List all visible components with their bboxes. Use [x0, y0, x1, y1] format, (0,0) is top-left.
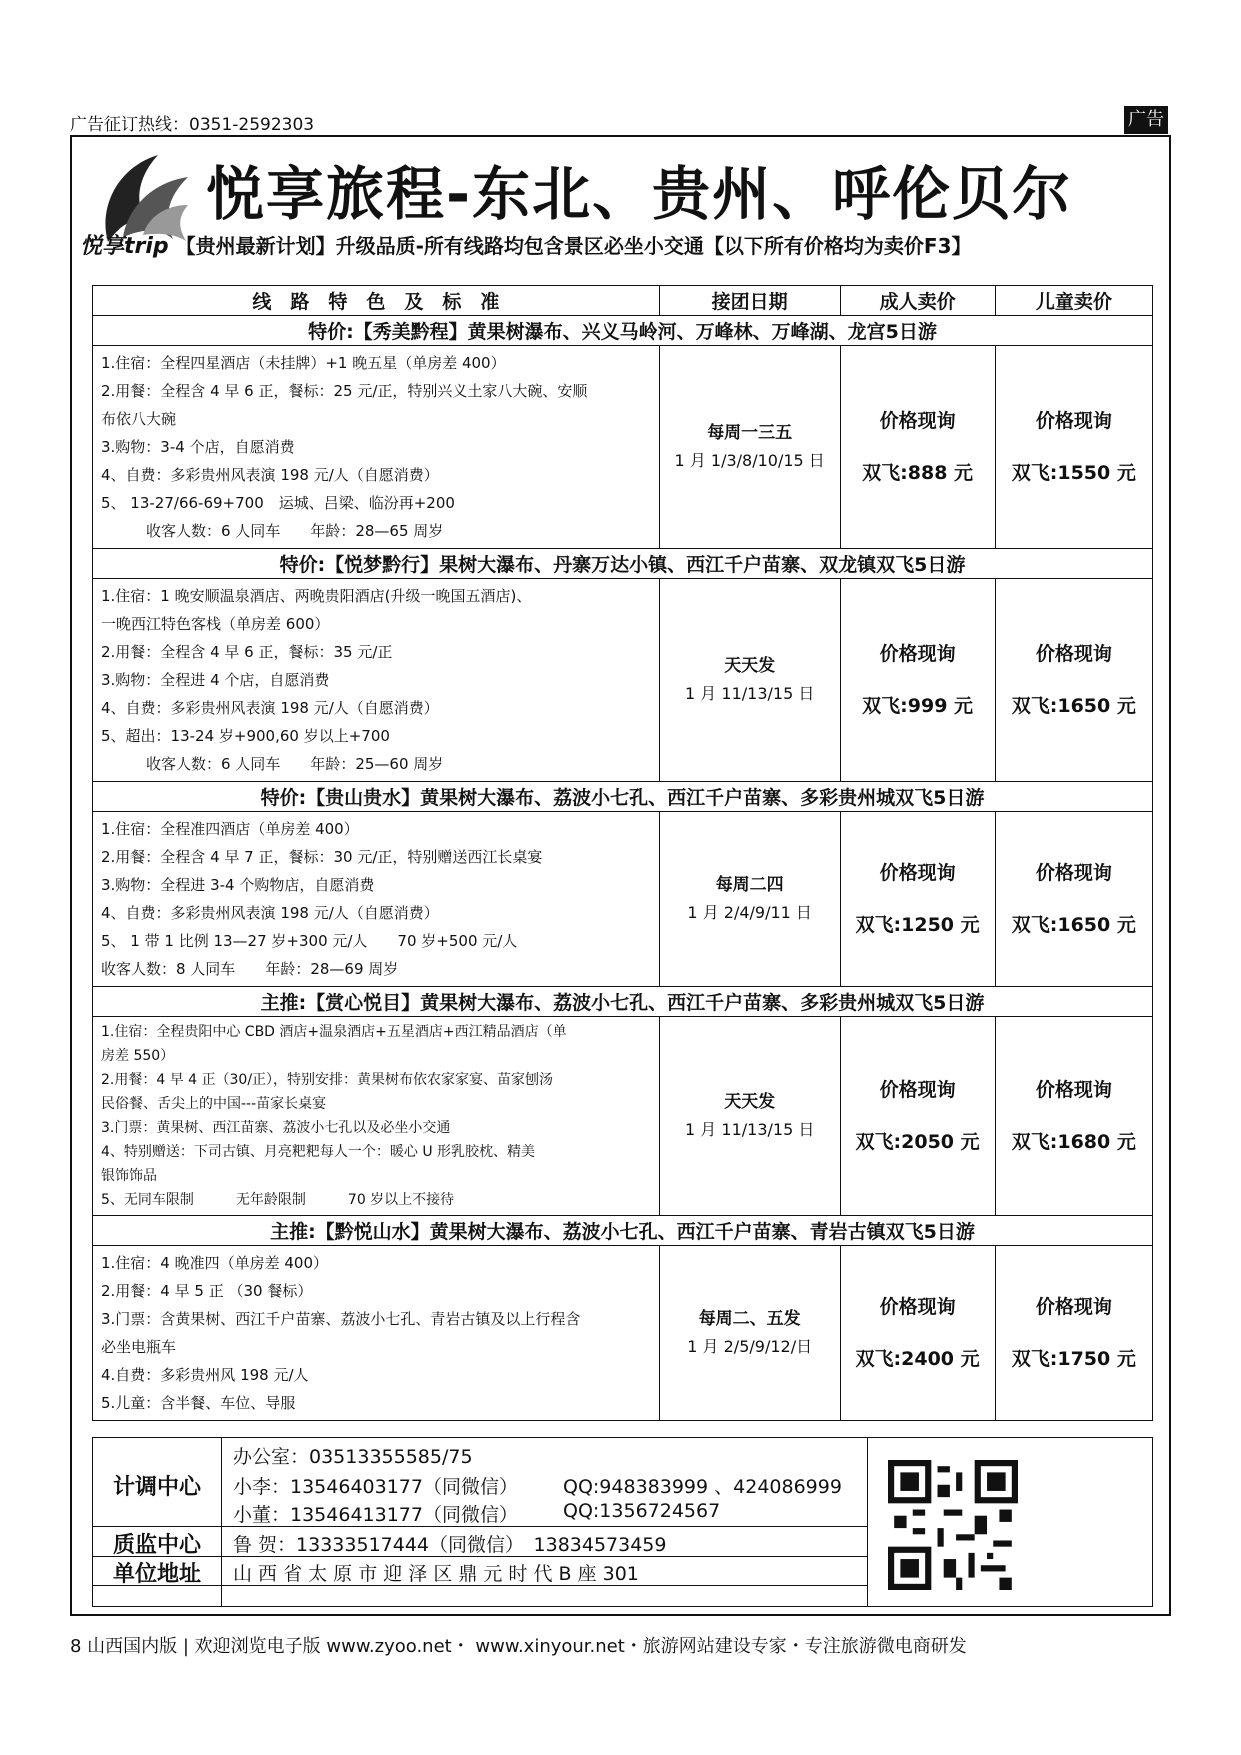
route-details — [93, 1246, 660, 1421]
route-detail-row — [93, 812, 1153, 987]
date-main: 天天发 — [724, 1092, 776, 1112]
adult-price — [840, 579, 995, 782]
child-price — [995, 1017, 1152, 1216]
detail-line: 必坐电瓶车 — [101, 1338, 177, 1356]
header-child: 儿童卖价 — [995, 286, 1152, 316]
child-price — [995, 579, 1152, 782]
date-main: 每周二四 — [715, 875, 784, 895]
route-title-row — [93, 1216, 1153, 1246]
route-details — [93, 812, 660, 987]
date-main: 每周一三五 — [707, 423, 793, 443]
header-route: 线 路 特 色 及 标 准 — [93, 286, 660, 316]
detail-line: 5、 1 带 1 比例 13—27 岁+300 元/人 70 岁+500 元/人 — [101, 932, 518, 950]
route-detail-row — [93, 1246, 1153, 1421]
page-footer: 8 山西国内版 | 欢迎浏览电子版 www.zyoo.net・ www.xinyour.net・旅游网站建设专家・专注旅游微电商研发 — [70, 1636, 967, 1657]
route-title-row — [93, 987, 1153, 1017]
date-main: 天天发 — [724, 656, 776, 676]
detail-line: 房差 550） — [101, 1048, 175, 1064]
detail-line: 收客人数：6 人同车 年龄：25—60 周岁 — [101, 755, 444, 773]
route-title: 特价:【贵山贵水】黄果树大瀑布、荔波小七孔、西江千户苗寨、多彩贵州城双飞5日游 — [93, 782, 1153, 812]
logo-text: 悦享trip — [80, 234, 169, 259]
route-table — [92, 285, 1153, 1421]
dispatch-label: 计调中心 — [112, 1475, 201, 1500]
departure-date — [659, 579, 840, 782]
route-details — [93, 1017, 660, 1216]
route-detail-row — [93, 1017, 1153, 1216]
route-title-row — [93, 316, 1153, 346]
date-sub: 1 月 2/5/9/12/日 — [687, 1337, 813, 1356]
date-main: 每周二、五发 — [698, 1309, 801, 1329]
detail-line: 4、特别赠送：下司古镇、月亮粑粑每人一个：暖心 U 形乳胶枕、精美 — [101, 1144, 536, 1160]
qr-code-icon — [888, 1460, 1018, 1590]
route-title: 特价:【悦梦黔行】果树大瀑布、丹寨万达小镇、西江千户苗寨、双龙镇双飞5日游 — [93, 549, 1153, 579]
detail-line: 收客人数：8 人同车 年龄：28—69 周岁 — [101, 960, 399, 978]
adult-price — [840, 812, 995, 987]
detail-line: 3.购物：全程进 3-4 个购物店，自愿消费 — [101, 876, 375, 894]
detail-line: 4、自费：多彩贵州风表演 198 元/人（自愿消费） — [101, 699, 439, 717]
date-sub: 1 月 2/4/9/11 日 — [687, 903, 812, 922]
price-value: 双飞:888 元 — [862, 462, 974, 484]
departure-date — [659, 812, 840, 987]
route-title: 特价:【秀美黔程】黄果树瀑布、兴义马岭河、万峰林、万峰湖、龙宫5日游 — [93, 316, 1153, 346]
detail-line: 5、 13-27/66-69+700 运城、吕梁、临汾再+200 — [101, 494, 455, 512]
header-adult: 成人卖价 — [840, 286, 995, 316]
detail-line: 3.门票：含黄果树、西江千户苗寨、荔波小七孔、青岩古镇及以上行程含 — [101, 1310, 581, 1328]
route-detail-row — [93, 346, 1153, 549]
contact-dong-qq: QQ:1356724567 — [563, 1500, 721, 1522]
detail-line: 5、超出：13-24 岁+900,60 岁以上+700 — [101, 727, 390, 745]
ad-title: 悦享旅程-东北、贵州、呼伦贝尔 — [206, 160, 1073, 228]
price-value: 双飞:1650 元 — [1011, 914, 1136, 936]
detail-line: 3.购物：3-4 个店，自愿消费 — [101, 438, 295, 456]
detail-line: 5.儿童：含半餐、车位、导服 — [101, 1394, 296, 1412]
price-value: 双飞:999 元 — [862, 695, 974, 717]
price-value: 双飞:2050 元 — [855, 1131, 980, 1153]
detail-line: 民俗餐、舌尖上的中国---苗家长桌宴 — [101, 1096, 327, 1112]
detail-line: 3.购物：全程进 4 个店，自愿消费 — [101, 671, 330, 689]
adult-price — [840, 1246, 995, 1421]
adult-price — [840, 1017, 995, 1216]
price-label: 价格现询 — [1035, 1079, 1112, 1101]
table-header — [93, 286, 1153, 316]
price-label: 价格现询 — [879, 410, 956, 432]
price-label: 价格现询 — [1035, 862, 1112, 884]
detail-line: 1.住宿：全程四星酒店（未挂牌）+1 晚五星（单房差 400） — [101, 354, 506, 372]
price-label: 价格现询 — [1035, 1296, 1112, 1318]
contact-li-qq: QQ:948383999 、424086999 — [563, 1476, 842, 1498]
detail-line: 4.自费：多彩贵州风 198 元/人 — [101, 1366, 309, 1384]
route-title-row — [93, 782, 1153, 812]
office-phone: 办公室：03513355585/75 — [233, 1446, 473, 1468]
detail-line: 1.住宿：1 晚安顺温泉酒店、两晚贵阳酒店(升级一晚国五酒店)、 — [101, 587, 532, 605]
detail-line: 布依八大碗 — [101, 410, 177, 428]
detail-line: 5、无同车限制 无年龄限制 70 岁以上不接待 — [101, 1192, 455, 1208]
contact-dong: 小董：13546413177（同微信） — [233, 1504, 518, 1526]
detail-line: 2.用餐：4 早 5 正 （30 餐标） — [101, 1282, 313, 1300]
price-label: 价格现询 — [879, 643, 956, 665]
child-price — [995, 1246, 1152, 1421]
price-label: 价格现询 — [879, 1079, 956, 1101]
subtitle: 【贵州最新计划】升级品质-所有线路均包含景区必坐小交通【以下所有价格均为卖价F3】 — [175, 234, 972, 258]
detail-line: 1.住宿：全程贵阳中心 CBD 酒店+温泉酒店+五星酒店+西江精品酒店（单 — [101, 1024, 567, 1040]
subtitle-bar — [80, 229, 972, 260]
route-detail-row — [93, 579, 1153, 782]
detail-line: 2.用餐：4 早 4 正（30/正），特别安排：黄果树布依农家家宴、苗家刨汤 — [101, 1072, 554, 1088]
price-label: 价格现询 — [879, 1296, 956, 1318]
detail-line: 2.用餐：全程含 4 早 6 正，餐标：35 元/正 — [101, 643, 393, 661]
address-label: 单位地址 — [112, 1562, 201, 1587]
route-title: 主推:【赏心悦目】黄果树大瀑布、荔波小七孔、西江千户苗寨、多彩贵州城双飞5日游 — [93, 987, 1153, 1017]
quality-contact: 鲁 贺：13333517444（同微信） 13834573459 — [233, 1534, 667, 1556]
ad-frame — [70, 135, 1171, 1616]
route-details — [93, 346, 660, 549]
child-price — [995, 346, 1152, 549]
date-sub: 1 月 11/13/15 日 — [685, 1120, 815, 1139]
price-label: 价格现询 — [879, 862, 956, 884]
date-sub: 1 月 1/3/8/10/15 日 — [674, 451, 825, 470]
route-title-row — [93, 549, 1153, 579]
price-value: 双飞:1680 元 — [1011, 1131, 1136, 1153]
contact-li: 小李：13546403177（同微信） — [233, 1476, 518, 1498]
detail-line: 2.用餐：全程含 4 早 6 正，餐标：25 元/正，特别兴义土家八大碗、安顺 — [101, 382, 588, 400]
detail-line: 1.住宿：全程准四酒店（单房差 400） — [101, 820, 359, 838]
child-price — [995, 812, 1152, 987]
price-value: 双飞:1550 元 — [1011, 462, 1136, 484]
price-label: 价格现询 — [1035, 643, 1112, 665]
departure-date — [659, 1246, 840, 1421]
ad-hotline: 广告征订热线：0351-2592303 — [70, 115, 315, 135]
detail-line: 一晚西江特色客栈（单房差 600） — [101, 615, 330, 633]
detail-line: 2.用餐：全程含 4 早 7 正，餐标：30 元/正，特别赠送西江长桌宴 — [101, 848, 543, 866]
detail-line: 收客人数：6 人同车 年龄：28—65 周岁 — [101, 522, 444, 540]
price-value: 双飞:1750 元 — [1011, 1348, 1136, 1370]
detail-line: 1.住宿：4 晚准四（单房差 400） — [101, 1254, 329, 1272]
price-value: 双飞:2400 元 — [855, 1348, 980, 1370]
quality-label: 质监中心 — [112, 1533, 201, 1558]
route-details — [93, 579, 660, 782]
detail-line: 银饰饰品 — [101, 1168, 157, 1184]
price-value: 双飞:1250 元 — [855, 914, 980, 936]
route-title: 主推:【黔悦山水】黄果树大瀑布、荔波小七孔、西江千户苗寨、青岩古镇双飞5日游 — [93, 1216, 1153, 1246]
address: 山 西 省 太 原 市 迎 泽 区 鼎 元 时 代 B 座 301 — [233, 1563, 639, 1585]
departure-date — [659, 1017, 840, 1216]
departure-date — [659, 346, 840, 549]
ad-tag: 广告 — [1124, 106, 1168, 134]
date-sub: 1 月 11/13/15 日 — [685, 684, 815, 703]
contact-box — [92, 1437, 1153, 1607]
adult-price — [840, 346, 995, 549]
price-value: 双飞:1650 元 — [1011, 695, 1136, 717]
detail-line: 3.门票：黄果树、西江苗寨、荔波小七孔以及必坐小交通 — [101, 1120, 451, 1136]
detail-line: 4、自费：多彩贵州风表演 198 元/人（自愿消费） — [101, 466, 439, 484]
price-label: 价格现询 — [1035, 410, 1112, 432]
header-date: 接团日期 — [659, 286, 840, 316]
detail-line: 4、自费：多彩贵州风表演 198 元/人（自愿消费） — [101, 904, 439, 922]
